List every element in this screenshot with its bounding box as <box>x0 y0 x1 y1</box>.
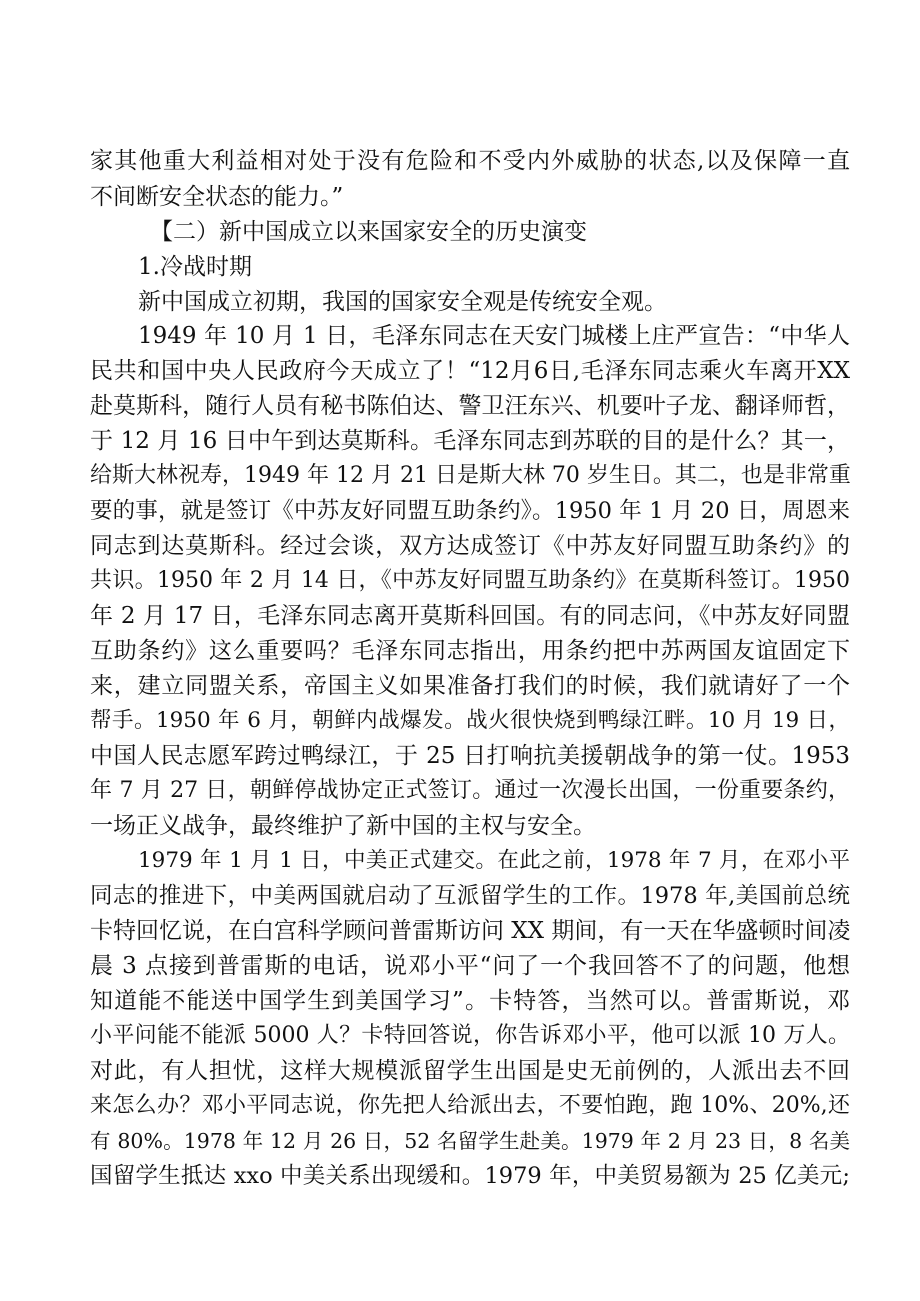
text-line-21: 1979 年 1 月 1 日，中美正式建交。在此之前，1978 年 7 月，在邓小平 <box>138 848 850 873</box>
text-line-6: 1949 年 10 月 1 日，毛泽东同志在天安门城楼上庄严宣告：“中华人 <box>138 323 850 349</box>
text-line-28: 来怎么办？邓小平同志说，你先把人给派出去，不要怕跑，跑 10%、20%,还 <box>90 1093 850 1118</box>
text-line-24: 晨 3 点接到普雷斯的电话，说邓小平“问了一个我回答不了的问题，他想 <box>90 953 850 979</box>
text-line-5: 新中国成立初期，我国的国家安全观是传统安全观。 <box>138 289 667 315</box>
text-line-26: 小平问能不能派 5000 人？卡特回答说，你告诉邓小平，他可以派 10 万人。 <box>90 1023 850 1048</box>
section-heading: 【二）新中国成立以来国家安全的历史演变 <box>150 219 587 245</box>
text-line-22: 同志的推进下，中美两国就启动了互派留学生的工作。1978 年,美国前总统 <box>90 883 850 909</box>
text-line-1: 家其他重大利益相对处于没有危险和不受内外威胁的状态,以及保障一直 <box>90 148 850 174</box>
text-line-20: 一场正义战争，最终维护了新中国的主权与安全。 <box>90 813 596 839</box>
text-line-30: 国留学生抵达 xxo 中美关系出现缓和。1979 年，中美贸易额为 25 亿美元; <box>90 1163 850 1189</box>
text-line-13: 共识。1950 年 2 月 14 日，《中苏友好同盟互助条约》在莫斯科签订。1950 <box>90 568 850 593</box>
text-line-16: 来，建立同盟关系，帝国主义如果准备打我们的时候，我们就请好了一个 <box>90 673 850 699</box>
text-line-18: 中国人民志愿军跨过鸭绿江，于 25 日打响抗美援朝战争的第一仗。1953 <box>90 743 850 769</box>
text-line-10: 给斯大林祝寿，1949 年 12 月 21 日是斯大林 70 岁生日。其二，也是非常重 <box>90 463 851 488</box>
text-line-23: 卡特回忆说，在白宫科学顾问普雷斯访问 XX 期间，有一天在华盛顿时间凌 <box>90 918 851 944</box>
text-line-12: 同志到达莫斯科。经过会谈，双方达成签订《中苏友好同盟互助条约》的 <box>90 533 850 559</box>
text-line-7: 民共和国中央人民政府今天成立了！“12月6日,毛泽东同志乘火车离开XX <box>90 358 850 384</box>
text-line-8: 赴莫斯科，随行人员有秘书陈伯达、警卫汪东兴、机要叶子龙、翻译师哲， <box>90 393 850 419</box>
text-line-29: 有 80%。1978 年 12 月 26 日，52 名留学生赴美。1979 年 2 月 23 日，8 名美 <box>90 1129 850 1153</box>
text-line-14: 年 2 月 17 日，毛泽东同志离开莫斯科回国。有的同志问，《中苏友好同盟 <box>90 603 850 629</box>
text-line-11: 要的事，就是签订《中苏友好同盟互助条约》。1950 年 1 月 20 日，周恩来 <box>90 498 850 524</box>
text-line-17: 帮手。1950 年 6 月，朝鲜内战爆发。战火很快烧到鸭绿江畔。10 月 19 日， <box>90 708 850 733</box>
text-line-2: 不间断安全状态的能力。” <box>90 184 344 210</box>
text-line-19: 年 7 月 27 日，朝鲜停战协定正式签订。通过一次漫长出国，一份重要条约， <box>90 778 850 803</box>
subsection-heading: 1.冷战时期 <box>138 254 252 280</box>
text-line-15: 互助条约》这么重要吗？毛泽东同志指出，用条约把中苏两国友谊固定下 <box>90 638 850 664</box>
text-line-9: 于 12 月 16 日中午到达莫斯科。毛泽东同志到苏联的目的是什么？其一， <box>90 428 850 454</box>
text-line-27: 对此，有人担忧，这样大规模派留学生出国是史无前例的，人派出去不回 <box>90 1058 850 1084</box>
text-line-25: 知道能不能送中国学生到美国学习”。卡特答，当然可以。普雷斯说，邓 <box>90 988 850 1014</box>
